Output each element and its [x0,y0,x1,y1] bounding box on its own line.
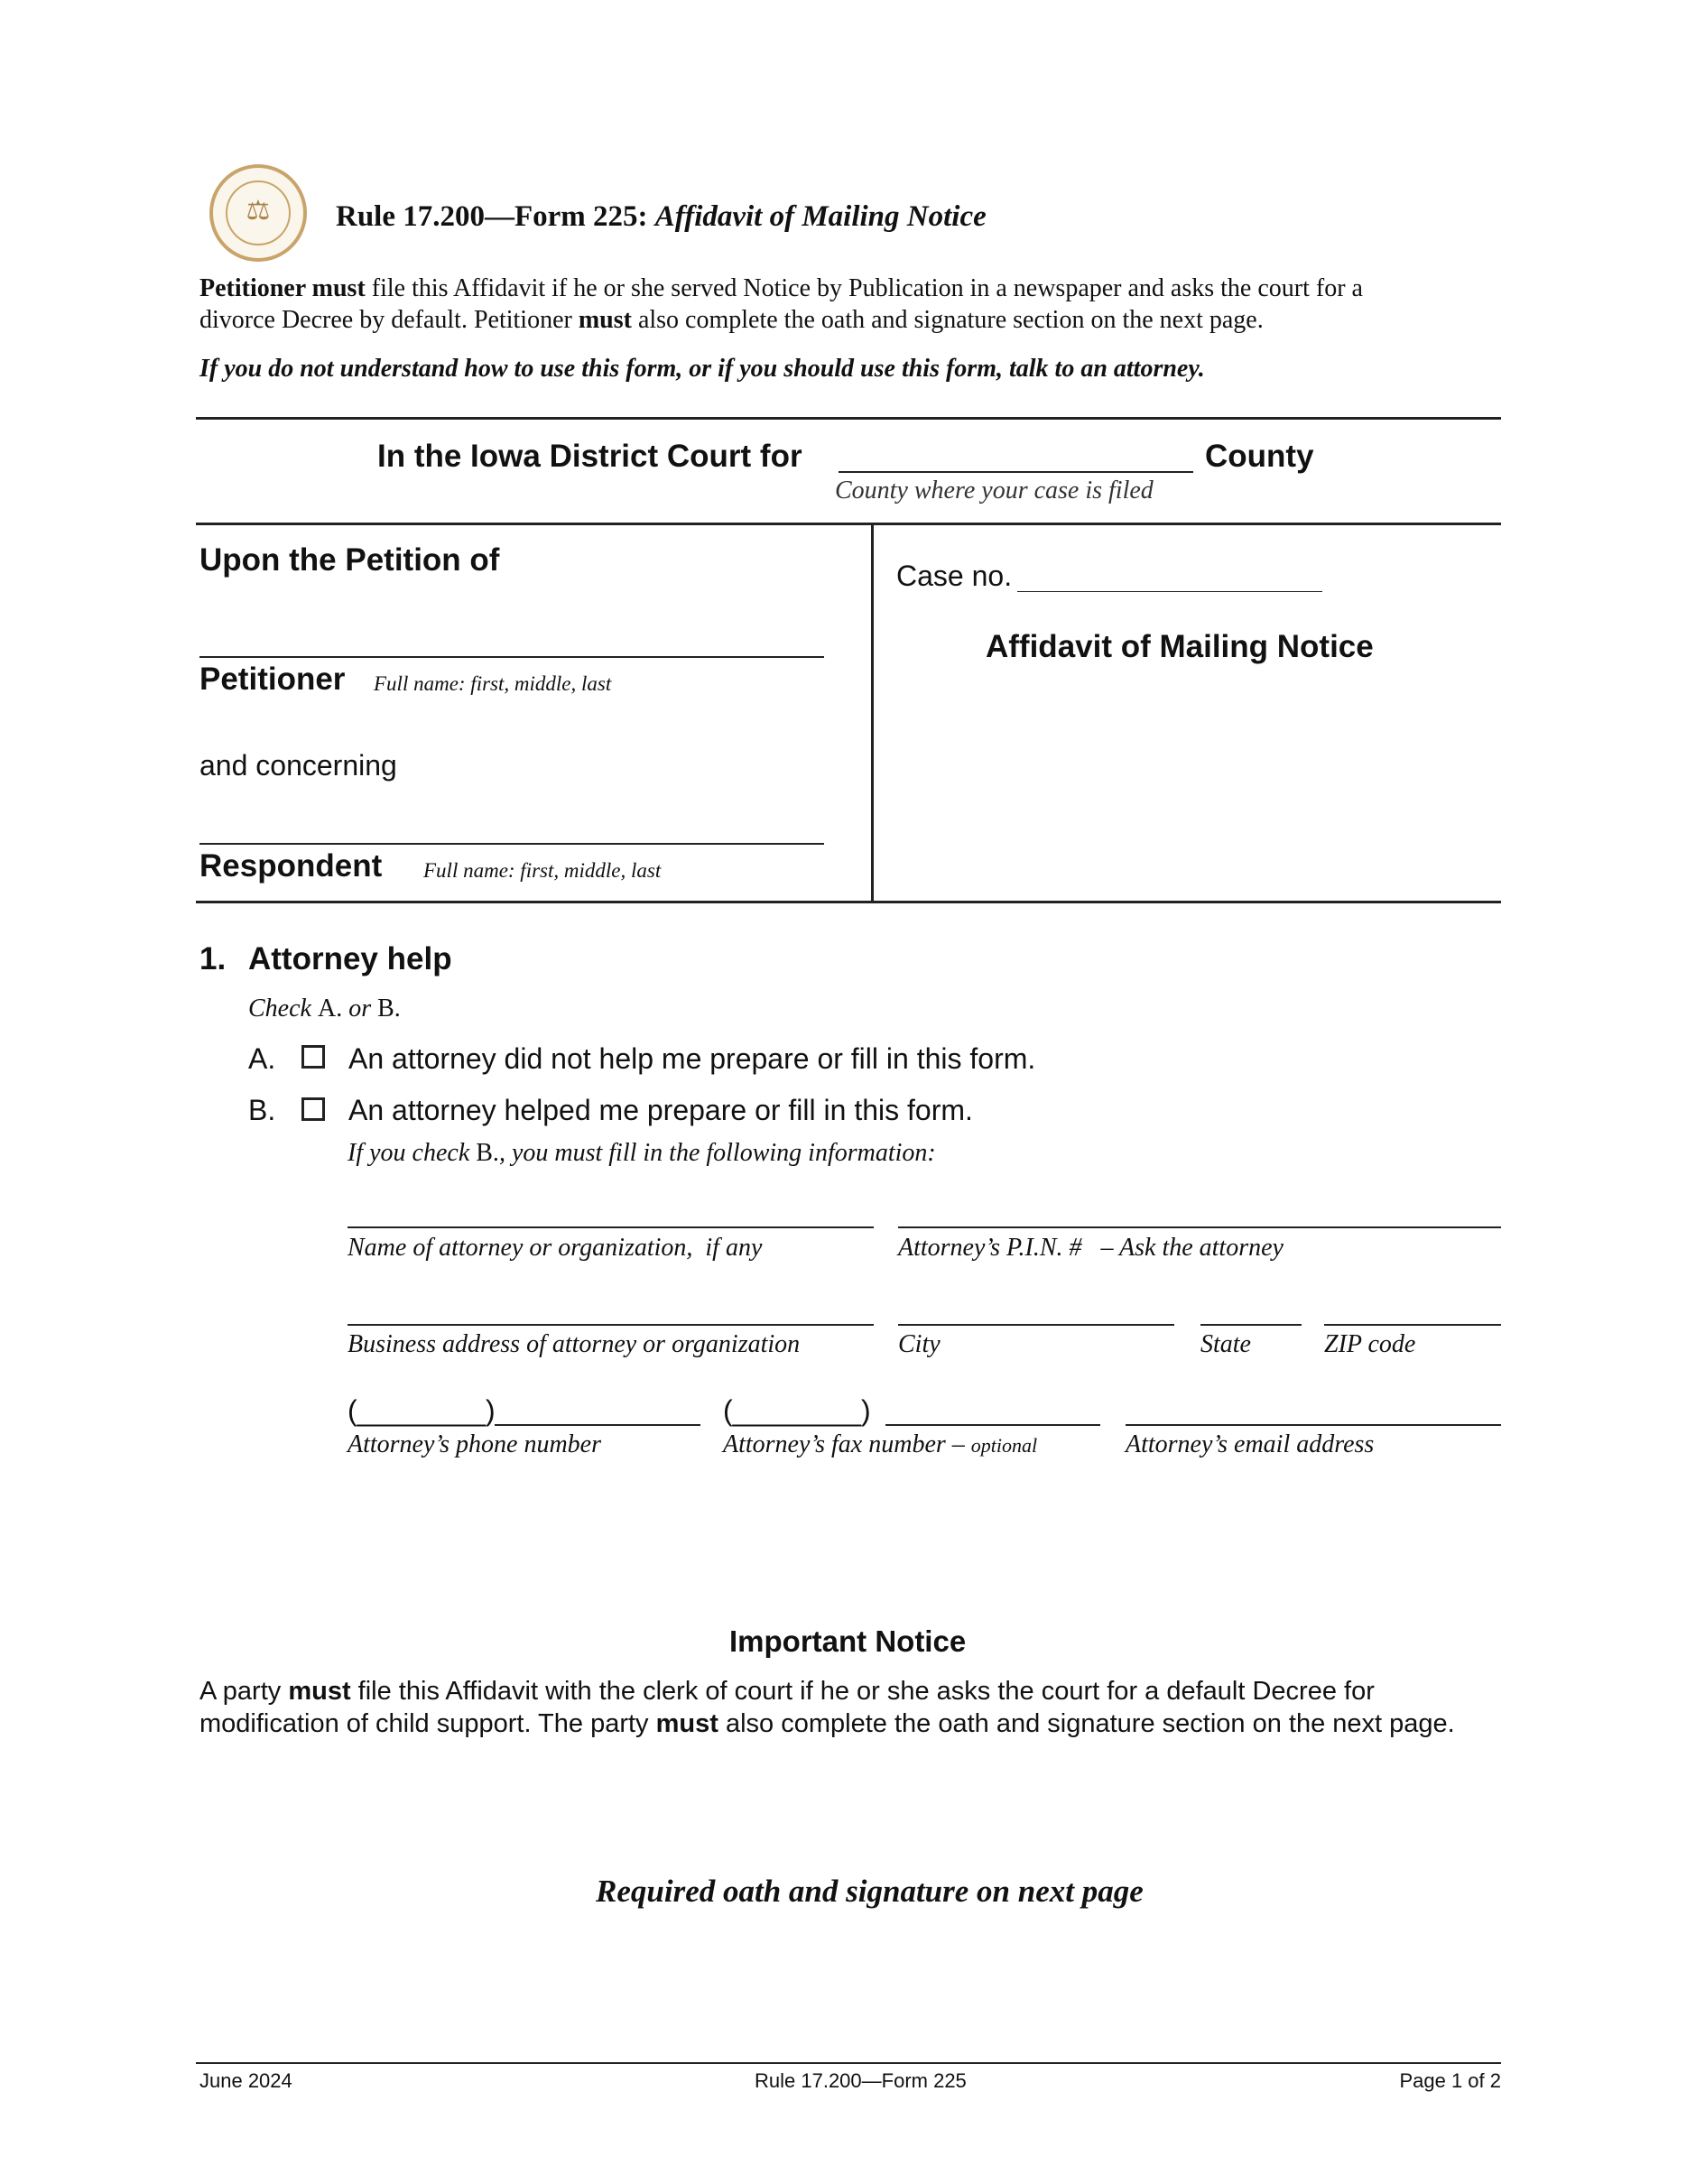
phone-area-code-field[interactable]: (________) [348,1394,496,1427]
followup-text: If you check [348,1139,477,1167]
court-heading-suffix: County [1205,439,1314,474]
option-b-followup [348,1139,936,1168]
next-page-note: Required oath and signature on next page [596,1874,1144,1909]
important-notice-title: Important Notice [729,1624,967,1658]
seal-inner-ring [226,180,291,245]
state-field[interactable] [1200,1324,1302,1326]
attorney-name-label: Name of attorney or organization, if any [348,1234,763,1262]
section-1-instruction [248,995,401,1023]
fax-label [723,1430,1037,1459]
petition-of-label: Upon the Petition of [199,542,500,578]
business-address-label: Business address of attorney or organization [348,1330,801,1358]
option-b-checkbox[interactable] [301,1097,325,1121]
notice-emphasis-must: must [288,1677,351,1706]
intro-emphasis-must: must [578,306,632,334]
caption-top-rule [196,417,1501,420]
fax-number-field[interactable] [885,1424,1100,1426]
fax-label-text: Attorney’s fax number – [723,1430,971,1458]
instruction-option-b: B. [377,995,401,1023]
intro-emphasis-petitioner-must: Petitioner must [199,274,366,302]
petitioner-name-field[interactable] [199,656,824,658]
instruction-text: Check [248,995,318,1023]
notice-text: also complete the oath and signature section on the next page. [718,1709,1455,1738]
business-address-field[interactable] [348,1324,874,1326]
zip-field[interactable] [1324,1324,1501,1326]
option-a-letter: A. [248,1042,276,1075]
important-notice-line-1 [199,1677,1375,1707]
caption-divider [871,523,874,902]
intro-text: divorce Decree by default. Petitioner [199,306,579,334]
intro-text: also complete the oath and signature section on the next page. [631,306,1264,334]
case-number-label: Case no. [896,560,1013,592]
zip-label: ZIP code [1324,1330,1416,1358]
intro-line-2 [199,306,1264,335]
email-field[interactable] [1126,1424,1501,1426]
scales-of-justice-icon: ⚖ [246,196,271,226]
notice-text: A party [199,1677,289,1706]
instruction-option-a: A. [317,995,343,1023]
attorney-pin-label: Attorney’s P.I.N. # – Ask the attorney [898,1234,1284,1262]
city-label: City [898,1330,941,1358]
county-hint: County where your case is filed [835,477,1154,504]
attorney-name-field[interactable] [348,1226,874,1228]
attorney-warning: If you do not understand how to use this form, or if you should use this form, talk to an attorney. [199,355,1205,383]
attorney-pin-field[interactable] [898,1226,1501,1228]
footer-page-number: Page 1 of 2 [1399,2069,1501,2092]
court-heading-prefix: In the Iowa District Court for [377,439,802,474]
case-number-field[interactable] [1017,591,1322,592]
followup-text: , you must fill in the following information: [498,1139,936,1167]
form-rule-number: Rule 17.200—Form 225: [336,200,655,233]
footer-date: June 2024 [199,2069,292,2092]
email-label: Attorney’s email address [1126,1430,1375,1458]
fax-optional-note: optional [970,1434,1038,1457]
option-a-text: An attorney did not help me prepare or fill in this form. [348,1042,1036,1075]
judicial-branch-seal [209,164,307,262]
petitioner-hint: Full name: first, middle, last [374,672,612,695]
caption-middle-rule [196,523,1501,525]
section-1-number: 1. [199,941,227,976]
footer-form-id: Rule 17.200—Form 225 [755,2069,967,2092]
form-name: Affidavit of Mailing Notice [654,200,987,233]
notice-emphasis-must: must [655,1709,718,1738]
city-field[interactable] [898,1324,1174,1326]
phone-label: Attorney’s phone number [348,1430,601,1458]
option-a-checkbox[interactable] [301,1045,325,1069]
respondent-name-field[interactable] [199,843,824,845]
and-concerning-label: and concerning [199,749,397,782]
county-field[interactable] [839,471,1193,473]
notice-text: file this Affidavit with the clerk of court if he or she asks the court for a default Decree for [350,1677,1375,1706]
respondent-hint: Full name: first, middle, last [423,859,662,882]
intro-line-1 [199,274,1363,303]
caption-bottom-rule [196,901,1501,903]
notice-text: modification of child support. The party [199,1709,656,1738]
option-b-text: An attorney helped me prepare or fill in this form. [348,1094,973,1126]
form-title [336,200,987,234]
fax-area-code-field[interactable]: (________) [723,1394,871,1427]
instruction-text: or [342,995,378,1023]
phone-number-field[interactable] [495,1424,700,1426]
state-label: State [1200,1330,1251,1358]
footer-rule [196,2062,1501,2064]
section-1-heading: Attorney help [248,941,452,976]
petitioner-label: Petitioner [199,662,346,697]
option-b-letter: B. [248,1094,276,1126]
important-notice-line-2 [199,1709,1455,1739]
respondent-label: Respondent [199,848,383,884]
intro-text: file this Affidavit if he or she served Notice by Publication in a newspaper and asks the court for a [365,274,1363,302]
followup-option: B. [476,1139,499,1167]
document-title: Affidavit of Mailing Notice [986,629,1374,664]
